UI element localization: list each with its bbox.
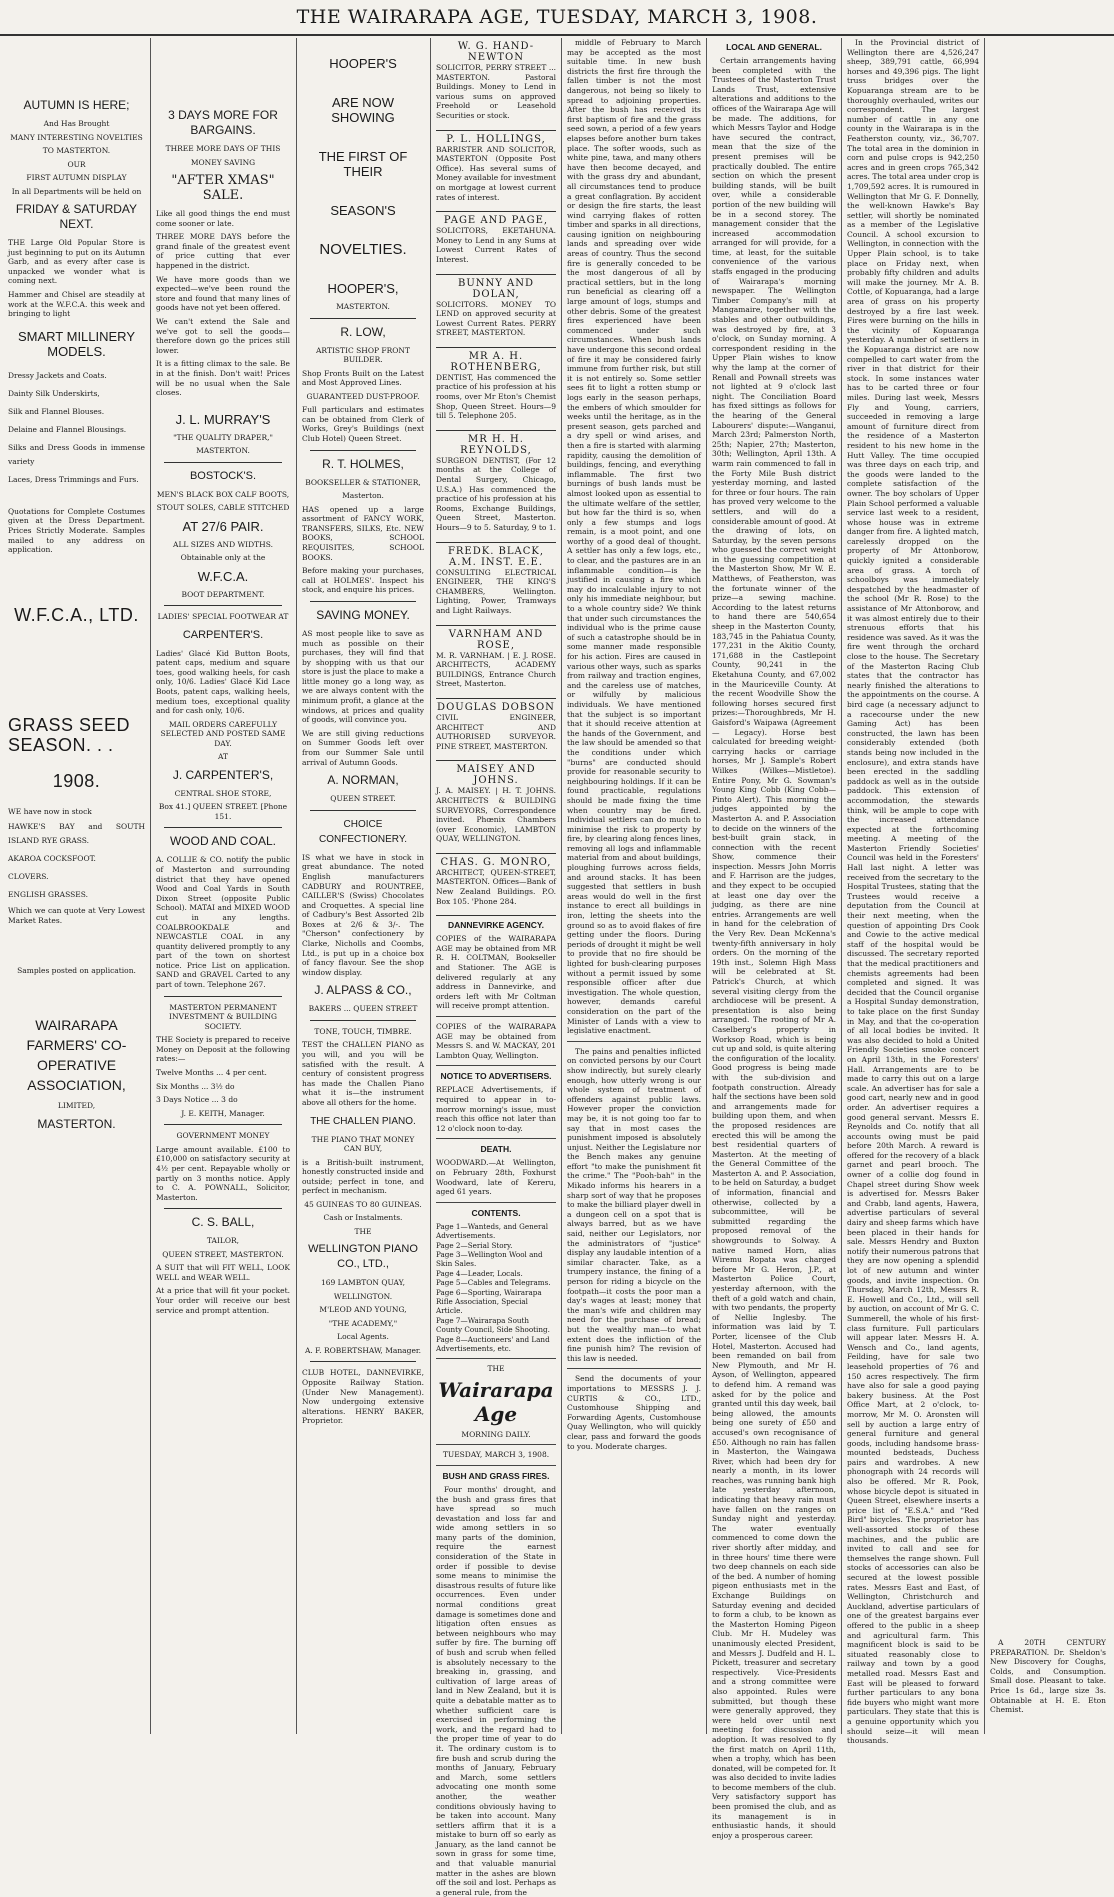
contents-entry: Page 7—Wairarapa South County Council, Side Shooting. bbox=[436, 1315, 550, 1335]
ad-line: In all Departments will be held on bbox=[11, 186, 142, 196]
column-rule bbox=[150, 38, 151, 1734]
card-name: MAISEY AND JOHNS. bbox=[456, 764, 536, 787]
ad-line: Local Agents. bbox=[337, 1332, 389, 1342]
card-body: DENTIST, Has commenced the practice of his profession at his rooms, over Mr Eton's Chemist Shop, Queen Street. Hours—9 till 5. Telephone 205. bbox=[436, 372, 556, 421]
card-name: FREDK. BLACK, A.M. INST. E.E. bbox=[447, 545, 545, 568]
section-heading: CONTENTS. bbox=[471, 1207, 521, 1218]
leader-heading: BUSH AND GRASS FIRES. bbox=[442, 1470, 550, 1481]
contents-entry: Page 8—Auctioneers' and Land Advertisements, etc. bbox=[436, 1334, 550, 1353]
ad-item: Silk and Flannel Blouses. bbox=[8, 406, 105, 416]
contents-entry: Page 4—Leader, Locals. bbox=[436, 1268, 523, 1278]
ad-line: A. F. ROBERTSHAW, Manager. bbox=[304, 1345, 422, 1355]
ad-line: WELLINGTON. bbox=[333, 1291, 393, 1301]
ad-heading: A. NORMAN, bbox=[327, 773, 399, 788]
divider bbox=[164, 996, 282, 997]
divider bbox=[310, 318, 416, 319]
ad-line: "THE QUALITY DRAPER," bbox=[173, 432, 273, 442]
card-body: SURGEON DENTIST, (For 12 months at the College of Dental Surgery, Chicago, U.S.A.) Has commenced the practice of his profession at his Rooms, Exchange Buildings, Queen Street, Masterton. Hours—9 to 5. Saturday, 9 to 1. bbox=[436, 455, 556, 532]
ad-item: HAWKE'S BAY and SOUTH ISLAND RYE GRASS. bbox=[8, 822, 145, 846]
card-name: MR A. H. ROTHENBERG, bbox=[450, 350, 542, 373]
ad-heading: W.F.C.A. bbox=[197, 568, 249, 584]
ad-paragraph: Shop Fronts Built on the Latest and Most Approved Lines. bbox=[302, 368, 424, 388]
card-name: MR H. H. REYNOLDS, bbox=[460, 433, 532, 456]
ad-heading: SMART MILLINERY MODELS. bbox=[17, 328, 136, 359]
ad-line: THE PIANO THAT MONEY CAN BUY, bbox=[311, 1134, 415, 1154]
ad-line: TONE, TOUCH, TIMBRE. bbox=[314, 1026, 412, 1036]
divider bbox=[567, 1368, 701, 1369]
ad-heading: CHOICE CONFECTIONERY. bbox=[319, 818, 407, 845]
column-rule bbox=[430, 38, 431, 1734]
ad-heading: J. CARPENTER'S, bbox=[172, 767, 274, 782]
ad-line: BOOT DEPARTMENT. bbox=[181, 589, 265, 599]
ad-paragraph: THE Society is prepared to receive Money on Deposit at the following rates:— bbox=[156, 1035, 290, 1064]
card-name: VARNHAM AND ROSE, bbox=[448, 628, 544, 651]
divider bbox=[567, 1041, 701, 1042]
ad-line: FIRST AUTUMN DISPLAY bbox=[26, 173, 127, 182]
article-text: The pains and penalties inflicted on convicted persons by our Court show indirectly, but surely clearly enough, how utterly wrong is our whole system of treatment of offenders against public laws. However proper the conviction may be, it is not going too far to say that in most cases the punishment imposed is absolutely unjust. Neither the Legislature nor the Bench makes any genuine effort "to make the punishment fit the crime." The "Pooh-bah" in the Mikado informs his hearers in a sharp sort of way that he proposes to make the billiard player dwell in a dungeon cell on a spot that is always barred, but as we have said, neither our Legislators, nor the administrators of "justice" display any laudable intention of a similar character. Take, as a trumpery instance, the fining of a person for riding a bicycle on the footpath—it costs the poor man a day's wages at least; money that the man's wife and children may need for the purchase of bread; but the wealthy man—to what extent does the infliction of the fine punish him? The revision of this law is needed. bbox=[567, 1046, 701, 1363]
divider bbox=[436, 1202, 556, 1203]
divider bbox=[310, 601, 416, 602]
ad-heading: WAIRARAPA FARMERS' CO-OPERATIVE ASSOCIATION, bbox=[26, 1017, 127, 1093]
advert-text: Send the documents of your importations to MESSRS J. J. CURTIS & CO., LTD., Customhouse Shipping and Forwarding Agents, Customhouse Quay Wellington, who will quickly clear, pass and forward the goods to you. Moderate charges. bbox=[567, 1374, 701, 1451]
ad-line: OUR bbox=[67, 159, 86, 169]
divider bbox=[436, 1065, 556, 1066]
ad-line: MANY INTERESTING NOVELTIES bbox=[10, 132, 143, 142]
ad-line: THE bbox=[354, 1226, 372, 1236]
ad-line: MAIL ORDERS CAREFULLY SELECTED AND POSTED SAME DAY. bbox=[160, 719, 286, 748]
contents-entry: Page 5—Cables and Telegrams. bbox=[436, 1278, 551, 1288]
card-body: SOLICITORS. MONEY TO LEND on approved security at Lowest Current Rates. PERRY STREET, MASTERTON. bbox=[436, 299, 556, 338]
ad-paragraph: is a British-built instrument, honestly constructed inside and outside; perfect in tone, and perfect in mechanism. bbox=[302, 1157, 424, 1196]
card-body: M. R. VARNHAM. | E. J. ROSE. ARCHITECTS, ACADEMY BUILDINGS, Entrance Church Street, Masterton. bbox=[436, 650, 556, 689]
ad-line: QUEEN STREET, MASTERTON. bbox=[162, 1249, 284, 1259]
professional-card bbox=[436, 275, 556, 348]
column-rule bbox=[706, 38, 707, 1734]
divider bbox=[310, 1361, 416, 1362]
card-body: CIVIL ENGINEER, ARCHITECT AND AUTHORISED SURVEYOR. PINE STREET, MASTERTON. bbox=[436, 712, 556, 751]
divider bbox=[310, 450, 416, 451]
ad-paragraph: Ladies' Glacé Kid Button Boots, patent caps, medium and square toes, good walking heels, for cash only, 10/6. Ladies' Glacé Kid Lace Boots, patent caps, walking heels, medium toes, exceptional quality and for cash only, 10/6. bbox=[156, 648, 290, 716]
card-body: J. A. MAISEY. | H. T. JOHNS. ARCHITECTS & BUILDING SURVEYORS, Correspondence invited. Phœnix Chambers (over Economic), LAMBTON QUAY, WELLINGTON. bbox=[436, 786, 556, 844]
column-2-drapery-ads bbox=[152, 38, 294, 1734]
card-body: SOLICITORS, EKETAHUNA. Money to Lend in any Sums at Lowest Current Rates of Interest. bbox=[436, 226, 556, 264]
ad-paragraph: It is a fitting climax to the sale. Be in at the finish. Don't wait! Prices will be no usual when the Sale closes. bbox=[156, 359, 290, 398]
ad-heading: R. LOW, bbox=[340, 324, 386, 339]
ad-heading: FRIDAY & SATURDAY NEXT. bbox=[15, 202, 138, 231]
ad-paragraph: A. COLLIE & CO. notify the public of Masterton and surrounding district that they have opened Wood and Coal Yards in South Dixon Street (opposite Public School). MATAI and MIXED WOOD cut in any lengths. COALBROOKDALE and NEWCASTLE COAL in any quantity delivered promptly to any part of the town on shortest notice. Price List on application. SAND and GRAVEL Carted to any part of town. Telephone 267. bbox=[156, 855, 290, 990]
ad-item: 3 Days Notice ... 3 do bbox=[156, 1095, 238, 1105]
ad-paragraph: IS what we have in stock in great abundance. The noted English manufacturers CADBURY and ROUNTREE, CAILLER'S (Swiss) Chocolates and Croquettes. A special line of Cadbury's Best Assorted 2lb Boxes at 2/6 & 3/-. The "Cherson" confectionery by Clarke, Nicholls and Coombs, Ltd., is put up in a choice box of fancy flavour. See the shop window display. bbox=[302, 852, 424, 977]
ad-line: Cash or Instalments. bbox=[323, 1213, 403, 1223]
ad-line: MASTERTON. bbox=[336, 302, 390, 311]
card-body: CONSULTING ELECTRICAL ENGINEER, THE KING'S CHAMBERS, Wellington. Lighting, Power, Tramways and Light Railways. bbox=[436, 567, 556, 615]
ad-line: Obtainable only at the bbox=[180, 553, 266, 563]
section-heading: LOCAL AND GENERAL. bbox=[726, 42, 822, 52]
ad-item: Laces, Dress Trimmings and Furs. bbox=[8, 474, 139, 484]
ad-heading: SEASON'S bbox=[330, 203, 396, 218]
ad-line: QUEEN STREET. bbox=[330, 794, 396, 804]
nameplate: Wairarapa Age bbox=[438, 1377, 554, 1426]
ad-heading: BOSTOCK'S. bbox=[189, 469, 257, 482]
ad-heading: THE CHALLEN PIANO. bbox=[310, 1115, 416, 1127]
ad-heading: AUTUMN IS HERE; bbox=[23, 98, 130, 112]
notice-paragraph: WOODWARD.—At Wellington, on February 28th, Foxhurst Woodward, late of Kereru, aged 61 years. bbox=[436, 1158, 556, 1197]
ad-heading: HOOPER'S, bbox=[327, 281, 399, 296]
ad-line: MONEY SAVING bbox=[190, 157, 256, 167]
ad-paragraph: Large amount available. £100 to £10,000 on satisfactory security at 4½ per cent. Repayable wholly or partly on 3 months notice. Apply to C. A. POWNALL, Solicitor, Masterton. bbox=[156, 1144, 290, 1202]
ad-item: CLOVERS. bbox=[8, 872, 49, 882]
ad-heading: CARPENTER'S. bbox=[182, 628, 264, 641]
professional-card bbox=[436, 212, 556, 274]
column-8-advert bbox=[986, 38, 1110, 1734]
nameplate-subtitle: MORNING DAILY. bbox=[461, 1429, 531, 1439]
card-body: SOLICITOR, PERRY STREET ... MASTERTON. Pastoral Buildings. Money to Lend in various sums on approved Freehold or Leasehold Securities or stock. bbox=[436, 63, 556, 120]
ad-line: BOOKSELLER & STATIONER, bbox=[305, 477, 421, 487]
ad-heading: SAVING MONEY. bbox=[316, 607, 410, 622]
ad-heading: J. L. MURRAY'S bbox=[175, 411, 271, 427]
ad-line: M'LEOD AND YOUNG, bbox=[319, 1305, 407, 1315]
ad-paragraph: WE have now in stock bbox=[8, 806, 92, 816]
ad-heading: C. S. BALL, bbox=[191, 1215, 255, 1230]
ad-item: Six Months ... 3½ do bbox=[156, 1081, 235, 1091]
divider bbox=[164, 1208, 282, 1209]
ad-paragraph: We are still giving reductions on Summer Goods left over from our Summer Sale until arrival of Autumn Goods. bbox=[302, 728, 424, 767]
ad-heading: 1908. bbox=[52, 770, 101, 791]
professional-card bbox=[436, 543, 556, 626]
ad-paragraph: Which we can quote at Very Lowest Market Rates. bbox=[8, 906, 145, 925]
professional-card bbox=[436, 131, 556, 213]
ad-paragraph: HAS opened up a large assortment of FANCY WORK, TRANSFERS, SILKS, Etc. NEW BOOKS, SCHOOL REQUISITES, SCHOOL BOOKS. bbox=[302, 504, 424, 562]
professional-card bbox=[436, 699, 556, 761]
ad-heading: WOOD AND COAL. bbox=[169, 834, 276, 849]
ad-heading: R. T. HOLMES, bbox=[322, 456, 404, 471]
news-text: In the Provincial district of Wellington there are 4,526,247 sheep, 389,791 cattle, 66,994 horses and 49,396 pigs. The light truss bridges over the Kopuaranga stream are to be thoroughly overhauled, writes our correspondent. The largest number of cattle in any one county in the Wairarapa is in the Featherston county, viz., 36,707. The total area in the dominion in corn and pulse crops is 942,250 acres and in green crops 765,342 acres. The total area under crop is 1,709,592 acres. It is rumoured in Wellington that Mr G. F. Donnelly, the well-known Hawke's Bay settler, will shortly be nominated as a member of the Legislative Council. A school excursion to Wellington, in connection with the Upper Plain school, is to take place on Friday next, when probably fifty children and adults will make the journey. Mr A. B. Cottle, of Kopuaranga, had a large area of grass on his property destroyed by a fire last week. Fires were burning on the hills in the vicinity of Kopuaranga yesterday. A number of settlers in the Kopuaranga district are now compelled to cart water from the river in that district for their stock. In some instances water has to be carted three or four miles. During last week, Messrs Fly and Young, carriers, succeeded in removing a large amount of furniture direct from the residence of a Masterton resident to his new home in the Hutt Valley. The time occupied was three days on each trip, and the goods were landed to the complete satisfaction of the owner. The boy scholars of Upper Plain School performed a valuable service last week to a resident, whose house was in extreme danger from fire. A lighted match, carelessly dropped on the property of Mr Attonborow, quickly ignited a considerable area of grass. A torch of schoolboys was immediately despatched by the headmaster of the school (Mr R. Rose) to the assistance of Mr Attonborow, and it was almost entirely due to their strenuous efforts that his residence was saved. As it was the fire went through the orchard close to the house. The Secretary of the Masterton Racing Club states that the contractor has nearly finished the alterations to the appointments on the course. A bird cage (a necessary adjunct to a racecourse under the new Gaming Act) has been constructed, the lawn has been considerably extended (both stands being now included in the enclosure), and extra stands have been erected in the saddling paddock as well as in the outside paddock. This extension of accommodation, the stewards think, will be ample to cope with the increased attendance expected at the forthcoming meeting. A meeting of the Masterton Friendly Societies' Council was held in the Foresters' Hall last night. A letter was received from the secretary to the Hospital Trustees, stating that the Trustees would receive a deputation from the Council at their next meeting, when the question of appointing Drs Cook and Cowie to the active medical staff of the hospital would be discussed. The secretary reported that the medical practitioners and chemists agreements had been completed and signed. It was decided that the Council organise a Hospital Sunday demonstration, to take place on the first Sunday in May, and that the co-operation of all local bodies be invited. It was also decided to hold a United Friendly Societies smoke concert on April 13th, in the Foresters' Hall. Arrangements are to be made to carry this out on a large scale. An advertiser has for sale a good cart, nearly new and in good order. An advertiser requires a good general servant. Messrs E. Reynolds and Co. notify that all accounts owing must be paid before 20th March. A reward is offered for the recovery of a black garnet and pearl brooch. The owner of a collie dog found in Chapel street during Show week is advertised for. Messrs Baker and Crabb, land agents, Hawera, advertise particulars of several dairy and sheep farms which have been placed in their hands for sale. Messrs Hendry and Buxton notify their numerous patrons that they are now opening a splendid lot of new autumn and winter goods, and invite inspection. On Thursday, March 12th, Messrs R. E. Howell and Co., Ltd., will sell by auction, on account of Mr G. C. Summerell, the whole of his first-class furniture. Full particulars will appear later. Messrs H. A. Wensch and Co., land agents, Feilding, have for sale two leasehold properties of 76 and 150 acres respectively. The firm have also for sale a good paying bakery business. At the Post Office Mart, at 2 o'clock, to-morrow, Mr M. O. Aronsten will sell by auction a large entry of general furniture and general goods, including handsome brass-mounted bedsteads, Duchess pairs and wardrobes. A new phonograph with 24 records will also be offered. Mr R. Pook, whose bicycle depot is situated in Queen Street, elsewhere inserts a price list of "E.S.A." and "Red Bird" bicycles. The proprietor has well-assorted stocks of these machines, and the public are invited to call and see for themselves the range shown. Full stocks of accessories can also be secured at the lowest possible rates. Messrs East and East, of Wellington, Christchurch and Auckland, advertise particulars of one of the greatest bargains ever offered to the public in a sheep and agricultural farm. This magnificent block is said to be situated reasonably close to railway and town by a good metalled road. Messrs East and East will be pleased to forward further particulars to any bona fide buyers who might want more particulars. They state that this is a genuine opportunity which you should seize—it will mean thousands. bbox=[847, 38, 979, 1746]
card-name: W. G. HAND-NEWTON bbox=[457, 41, 535, 63]
contents-entry: Page 3—Wellington Wool and Skin Sales. bbox=[436, 1249, 543, 1269]
ad-paragraph: At a price that will fit your pocket. Your order will receive our best service and prompt attention. bbox=[156, 1286, 290, 1315]
column-rule bbox=[296, 38, 297, 1734]
ad-paragraph: Hammer and Chisel are steadily at work at the W.F.C.A. this week and bringing to light bbox=[8, 289, 145, 319]
ad-item: Silks and Dress Goods in immense variety bbox=[8, 442, 145, 466]
column-rule bbox=[841, 38, 842, 1734]
professional-card bbox=[436, 761, 556, 854]
ad-item: Dainty Silk Underskirts, bbox=[8, 388, 100, 398]
ad-line: Masterton. bbox=[342, 491, 384, 501]
ad-paragraph: Before making your purchases, call at HOLMES'. Inspect his stock, and enquire his prices. bbox=[302, 566, 424, 595]
ad-line: And Has Brought bbox=[43, 119, 110, 128]
ad-price: AT 27/6 PAIR. bbox=[182, 518, 264, 534]
ad-heading: NOVELTIES. bbox=[319, 241, 407, 258]
column-1-wfca-ads bbox=[4, 38, 149, 1734]
professional-card bbox=[436, 348, 556, 431]
ad-line: GOVERNMENT MONEY bbox=[176, 1131, 270, 1141]
ad-paragraph: CLUB HOTEL, DANNEVIRKE, Opposite Railway Station. (Under New Management). Now undergoing extensive alterations. HENRY BAKER, Proprietor. bbox=[302, 1368, 424, 1426]
card-name: P. L. HOLLINGS, bbox=[446, 133, 546, 145]
ad-line: MASTERTON. bbox=[196, 446, 250, 456]
column-rule bbox=[561, 38, 562, 1734]
card-name: BUNNY AND DOLAN, bbox=[457, 277, 535, 300]
ad-line: STOUT SOLES, CABLE STITCHED bbox=[156, 503, 290, 513]
ad-item: AKAROA COCKSFOOT. bbox=[8, 854, 96, 864]
column-3-shop-ads bbox=[298, 38, 428, 1734]
ad-item: Delaine and Flannel Blousings. bbox=[8, 424, 127, 434]
ad-heading: GRASS SEED SEASON. . . bbox=[8, 714, 131, 755]
ad-heading: WELLINGTON PIANO CO., LTD., bbox=[308, 1243, 418, 1271]
column-7-local-news bbox=[843, 38, 983, 1746]
divider bbox=[164, 605, 282, 606]
ad-line: J. E. KEITH, Manager. bbox=[181, 1108, 265, 1118]
contents-entry: Page 1—Wanteds, and General Advertisements. bbox=[436, 1221, 549, 1241]
notice-paragraph: COPIES of the WAIRARAPA AGE may be obtained from Messrs S. and W. MACKAY, 201 Lambton Quay, Wellington. bbox=[436, 1022, 556, 1060]
section-heading: NOTICE TO ADVERTISERS. bbox=[440, 1071, 552, 1082]
leader-text: middle of February to March may be accepted as the most suitable time. In new bush districts the first fire through the fallen timber is not the most dangerous, not being so likely to spread to adjoining properties. After the bush has received its first baptism of fire and the grass seed sown, a period of a few years elapses before another burn takes place. The softer woods, such as white pine, tawa, and many others have then become decayed, and with the grass dry and abundant, all circumstances tend to produce a great conflagration. By accident or design the fire starts, the least wind carrying flakes of rotten timber and sparks in all directions, causing ignition on neighbouring lands and spreading over wide areas of country. Thus the second fire is generally conceded to be the most dangerous of all by practical settlers, but in the long run beneficial as clearing off a large amount of logs, stumps and other debris. Some of the greatest fires experienced have been commenced under such circumstances. When bush lands have undergone this second ordeal of fire it may be considered fairly immune from further risk, but still it is not entirely so. Some settler sees fit to light a rotten stump or logs early in the season perhaps, the embers of which smoulder for weeks until the heritage, as in the present season, gets parched and a dry spell or wind arises, and then a fire is started with alarming rapidity, causing the demolition of buildings, fencing, and everything inflammable. The first two burnings of bush lands must be almost looked upon as essential to the ultimate welfare of the settler, but how far the third is so, when only a few stumps and logs remain, is a moot point, and one worthy of a good deal of thought. A settler has only a few logs, etc., to clear, and the pastures are in an inflammable condition—is he justified in causing a fire which may do incalculable injury to not only his immediate neighbour, but to a whole country side? We think that under such circumstances the individual who is the prime cause of such a catastrophe should be in some manner made responsible for his action. Fires are caused in various other ways, such as sparks from railway and traction engines, and the careless use of matches, or wilfully by malicious individuals. We have mentioned that the subject is so important that it should receive attention at the hands of the Government, and the law should be amended so that the conditions under which "burns" are conducted should provide for reasonable security to neighbouring holdings. If it can be found practicable, regulations should be made fixing the time when country may be fired. Individual settlers can do much to minimise the risk to property by fire, by clearing along fences lines, removing all logs and inflammable material from and about buildings, ploughing furrows across fields, and around stacks. It has been suggested that settlers in bush areas would do well in the first instance to erect all buildings in iron, letting the sheets into the ground so as to avoid flakes of fire getting under the floors. During periods of drought it might be well to provide that no fire should be lighted for bush-clearing purposes without a permit issued by some responsible officer after due investigation. The whole question, however, demands careful consideration on the part of the Minister of Lands with a view to legislative enactment. bbox=[567, 38, 701, 1036]
professional-card bbox=[436, 626, 556, 699]
ad-paragraph: THREE MORE DAYS before the grand finale of the greatest event of price cutting that ever happened in the district. bbox=[156, 232, 290, 270]
ad-item: Twelve Months ... 4 per cent. bbox=[156, 1067, 267, 1077]
ad-line: BAKERS ... QUEEN STREET bbox=[308, 1004, 418, 1014]
contents-entry: Page 2—Serial Story. bbox=[436, 1240, 513, 1250]
column-4-professional-cards bbox=[432, 38, 560, 1897]
divider bbox=[164, 1124, 282, 1125]
ad-paragraph: TEST the CHALLEN PIANO as you will, and you will be satisfied with the result. A century of consistent progress has made the Challen Piano what it is—the instrument above all others for the home. bbox=[302, 1040, 424, 1107]
nameplate-prefix: THE bbox=[487, 1364, 505, 1374]
ad-paragraph: A SUIT that will FIT WELL, LOOK WELL and WEAR WELL. bbox=[156, 1263, 290, 1282]
notice-paragraph: COPIES of the WAIRARAPA AGE may be obtained from MR R. H. COLTMAN, Bookseller and Stationer. The AGE is delivered regularly at any address in Dannevirke, and orders left with Mr Coltman will receive prompt attention. bbox=[436, 934, 556, 1011]
card-body: ARCHITECT, QUEEN-STREET, MASTERTON. Offices—Bank of New Zealand Buildings. P.O. Box 105. 'Phone 284. bbox=[436, 867, 556, 906]
ad-line: AT bbox=[217, 752, 228, 762]
professional-card bbox=[436, 854, 556, 916]
ad-heading: HOOPER'S bbox=[329, 56, 397, 71]
ad-line: ALL SIZES AND WIDTHS. bbox=[173, 539, 273, 549]
notice-paragraph: REPLACE Advertisements, if required to appear in to-morrow morning's issue, must reach this office not later than 12 o'clock noon to-day. bbox=[436, 1085, 556, 1133]
masthead-title: THE WAIRARAPA AGE, TUESDAY, MARCH 3, 1908. bbox=[296, 6, 818, 28]
advert-text: A 20TH CENTURY PREPARATION. Dr. Sheldon's New Discovery for Coughs, Colds, and Consumption. Small dose. Pleasant to take. Price 1s 6d., large size 3s. Obtainable at H. E. Eton Chemist. bbox=[990, 1638, 1106, 1715]
ad-line: TAILOR, bbox=[206, 1236, 240, 1246]
section-heading: DANNEVIRKE AGENCY. bbox=[447, 920, 545, 931]
professional-card bbox=[436, 431, 556, 543]
ad-line: 169 LAMBTON QUAY, bbox=[320, 1278, 406, 1288]
divider bbox=[310, 1020, 416, 1021]
divider bbox=[310, 810, 416, 811]
ad-line: ARTISTIC SHOP FRONT BUILDER. bbox=[316, 345, 410, 364]
ad-paragraph: THE Large Old Popular Store is just beginning to put on its Autumn Garb, and as every after case is unpacked we wonder what is coming next. bbox=[8, 238, 145, 286]
column-rule bbox=[984, 38, 985, 1734]
ad-item: ENGLISH GRASSES. bbox=[8, 890, 88, 900]
divider bbox=[164, 827, 282, 828]
card-body: BARRISTER AND SOLICITOR, MASTERTON (Opposite Post Office). Has several sums of Money available for investment on mortgage at lowest current rates of interest. bbox=[436, 144, 556, 202]
ad-line: LADIES' SPECIAL FOOTWEAR AT bbox=[157, 612, 289, 622]
masthead bbox=[0, 0, 1114, 36]
ad-heading: W.F.C.A., LTD. bbox=[14, 604, 139, 625]
divider bbox=[436, 1016, 556, 1017]
ad-paragraph: Full particulars and estimates can be obtained from Clerk of Works, Grey's Buildings (next Club Hotel) Queen Street. bbox=[302, 405, 424, 443]
card-name: DOUGLAS DOBSON bbox=[437, 701, 555, 713]
ad-heading: "AFTER XMAS" SALE. bbox=[171, 173, 275, 203]
ad-heading: THE FIRST OF THEIR bbox=[318, 149, 408, 179]
ad-line: LIMITED, bbox=[57, 1101, 96, 1110]
news-text: Certain arrangements having been completed with the Trustees of the Masterton Trust Lands Trust, extensive alterations and additions to the offices of the Wairarapa Age will be made. The additions, for which Messrs Taylor and Hodge have secured the contract, mean that the size of the present premises will be practically doubled. The entire section on which the present building stands, will be built over, while a considerable portion of the new building will be in a second storey. The management consider that the increased accommodation arranged for will provide, for a time, at least, for the suitable convenience of the various staffs engaged in the producing of Wairarapa's morning newspaper. The Wellington Timber Company's mill at Mangamaire, together with the stables and other outbuildings, was destroyed by fire, at 3 o'clock, on Sunday morning. A correspondent residing in the Upper Plain wishes to know why the lamp at the corner of Renall and Pownall streets was not lighted at 9 o'clock last night. The Conciliation Board has fixed sittings as follows for the hearing of the General Labourers' dispute:—Wanganui, March 23rd; Palmerston North, 25th; Napier, 27th; Masterton, 30th; Wellington, April 13th. A warm rain commenced to fall in the Forty Mile Bush district yesterday morning, and lasted for three or four hours. The rain has proved very welcome to the settlers, and will do a considerable amount of good. At the drawing of lots, on Saturday, by the seven persons who guessed the correct weight in the guessing competition at the Masterton Show, Mr W. E. Matthews, of Featherston, was the fortunate winner of the prize—a sewing machine. According to the latest returns to hand there are 540,654 sheep in the Masterton County, 183,745 in the Pahiatua County, 177,231 in the Akitio County, 171,688 in the Castlepoint County, 90,241 in the Eketahuna County, and 67,002 in the Mauriceville County. At the recent Woodville Show the following horses secured first prizes:—Thoroughbreds, Mr H. Gaisford's Waipawa (Agreement — Legacy). Horse best calculated for breeding weight-carrying hacks or carriage horses, Mr J. Sample's Robert Wilkes (Wilkes—Mistletoe). Entire Pony, Mr G. Sowman's Young King Cobb (King Cobb—Pinto Alert). This morning the judges appointed by the Masterton A. and P. Association to decide on the winners of the best-built grain stack, in connection with the recent Show, commence their inspection. Messrs John Morris and F. Harrison are the judges, and they expect to be occupied at least one day over the judging, as there are nine entries. Arrangements are well in hand for the celebration of the Very Rev. Dean McKenna's twenty-fifth anniversary in holy orders. On the morning of the 19th inst., Solemn High Mass will be celebrated at St. Patrick's Church, at which several visiting clergy from the archdiocese will be present. A presentation is also being arranged. The rooting of Mr A. Caselberg's property in Worksop Road, which is being cut up and sold, is quite altering the configuration of the locality. Good progress is being made with the sub-division and footpath construction. Already half the sections have been sold and arrangements made for building upon them, and when the proposed residences are erected this will be among the best residential quarters of Masterton. At the meeting of the General Committee of the Masterton A. and P. Association, to be held on Saturday, a budget of information, financial and otherwise, collected by a subcommittee, will be submitted regarding the proposed removal of the showgrounds to Solway. A native named Horn, alias Wiremu Ropata was charged before Mr G. Heron, J.P., at Masterton Police Court, yesterday afternoon, with the theft of a gold watch and chain, with two pendants, the property of Nellie Inglesby. The information was laid by T. Porter, licensee of the Club Hotel, Masterton. Accused had been remanded on bail from New Plymouth, and Mr H. Ayson, of Wellington, appeared to defend him. A remand was asked for by the police and granted until this day week, bail being allowed, the amounts being one surety of £50 and accused's own recognisance of £50. Although no rain has fallen in Masterton, the Waingawa River, which had been dry for nearly a month, in its lower reaches, was running bank high late yesterday afternoon, indicating that heavy rain must have fallen on the ranges on Sunday night and yesterday. The water eventually commenced to come down the river shortly after midday, and in three hours' time there were two deep channels on each side of the bed. A number of homing pigeon enthusiasts met in the Exchange Buildings on Saturday evening and decided to form a club, to be known as the Masterton Homing Pigeon Club. Mr H. Mudeley was unanimously elected President, and Messrs J. Dudfeld and H. L. Pickett, treasurer and secretary respectively. Vice-Presidents and a strong committee were also appointed. Rules were submitted, but though these were generally approved, they were held over until next meeting for discussion and adoption. It was resolved to fly the first match on April 11th, when a trophy, which has been donated, will be competed for. It was also decided to invite ladies to become members of the club. Very satisfactory support has been promised the club, and as its management is in enthusiastic hands, it should enjoy a prosperous career. bbox=[712, 56, 836, 1840]
ad-paragraph: Like all good things the end must come sooner or late. bbox=[156, 209, 290, 228]
divider bbox=[436, 1358, 556, 1359]
ad-paragraph: We can't extend the Sale and we've got to sell the goods—therefore down go the prices still lower. bbox=[156, 316, 290, 355]
contents-entry: Page 6—Sporting, Wairarapa Rifle Association, Special Article. bbox=[436, 1287, 542, 1316]
ad-line: 45 GUINEAS TO 80 GUINEAS. bbox=[304, 1199, 422, 1209]
ad-line: CENTRAL SHOE STORE, bbox=[174, 788, 272, 798]
ad-item: Dressy Jackets and Coats. bbox=[8, 370, 107, 380]
ad-heading: 3 DAYS MORE FOR BARGAINS. bbox=[168, 108, 278, 137]
ad-paragraph: AS most people like to save as much as possible on their purchases, they will find that by shopping with us that our store is just the place to make a little money go a long way, as we are always content with the minimum profit, a glance at the windows, at prices and quality of goods, will convince you. bbox=[302, 628, 424, 725]
divider bbox=[436, 1444, 556, 1445]
professional-card bbox=[436, 38, 556, 131]
column-5-leader-continued bbox=[563, 38, 705, 1734]
ad-line: MASTERTON PERMANENT INVESTMENT & BUILDING SOCIETY. bbox=[168, 1002, 278, 1031]
section-heading: DEATH. bbox=[480, 1144, 512, 1155]
leader-text: Four months' drought, and the bush and grass fires that have spread so much devastation and loss far and wide among settlers in so many parts of the dominion, require the earnest consideration of the State in order if possible to devise some means to minimise the disastrous results of future like occurrences. Even under normal conditions great damage is sometimes done and litigation often ensues as between neighbours who may suffer by fire. The burning off of bush and scrub when felled is absolutely necessary to the breaking in, grassing, and cultivation of large areas of land in New Zealand, but it is quite a debatable matter as to whether sufficient care is exercised in performing the work, and the regard had to the proper time of year to do it. The ordinary custom is to fire bush and scrub during the months of January, February and March, some settlers advocating one month some another, the weather conditions obviously having to be taken into account. Many settlers affirm that it is a mistake to burn off so early as January, as the land cannot be sown in grass for some time, and that valuable manurial matter in the ashes are blown off the soil and lost. Perhaps as a general rule, from the bbox=[436, 1484, 556, 1897]
ad-paragraph: Quotations for Complete Costumes given at the Dress Department. Prices Strictly Moderate. Samples mailed to any address on application. bbox=[8, 506, 145, 555]
ad-line: MEN'S BLACK BOX CALF BOOTS, bbox=[156, 489, 290, 499]
column-6-local-and-general bbox=[708, 38, 840, 1840]
ad-line: GUARANTEED DUST-PROOF. bbox=[306, 391, 420, 401]
ad-heading: ARE NOW SHOWING bbox=[331, 95, 395, 125]
ad-line: THREE MORE DAYS OF THIS bbox=[165, 144, 281, 153]
ad-line: Samples posted on application. bbox=[17, 965, 136, 975]
ad-line: MASTERTON. bbox=[37, 1116, 116, 1131]
divider bbox=[436, 1465, 556, 1466]
ad-heading: J. ALPASS & CO., bbox=[314, 983, 412, 998]
divider bbox=[436, 1138, 556, 1139]
card-name: CHAS. G. MONRO, bbox=[440, 856, 552, 868]
dateline: TUESDAY, MARCH 3, 1908. bbox=[442, 1450, 550, 1460]
ad-line: TO MASTERTON. bbox=[42, 146, 111, 155]
card-name: PAGE AND PAGE, bbox=[443, 215, 549, 227]
ad-paragraph: We have more goods than we expected—we've been round the store and found that many lines of goods have not yet been offered. bbox=[156, 274, 290, 313]
ad-line: Box 41.] QUEEN STREET. [Phone 151. bbox=[158, 802, 288, 821]
ad-line: "THE ACADEMY," bbox=[328, 1318, 398, 1328]
divider bbox=[164, 462, 282, 463]
